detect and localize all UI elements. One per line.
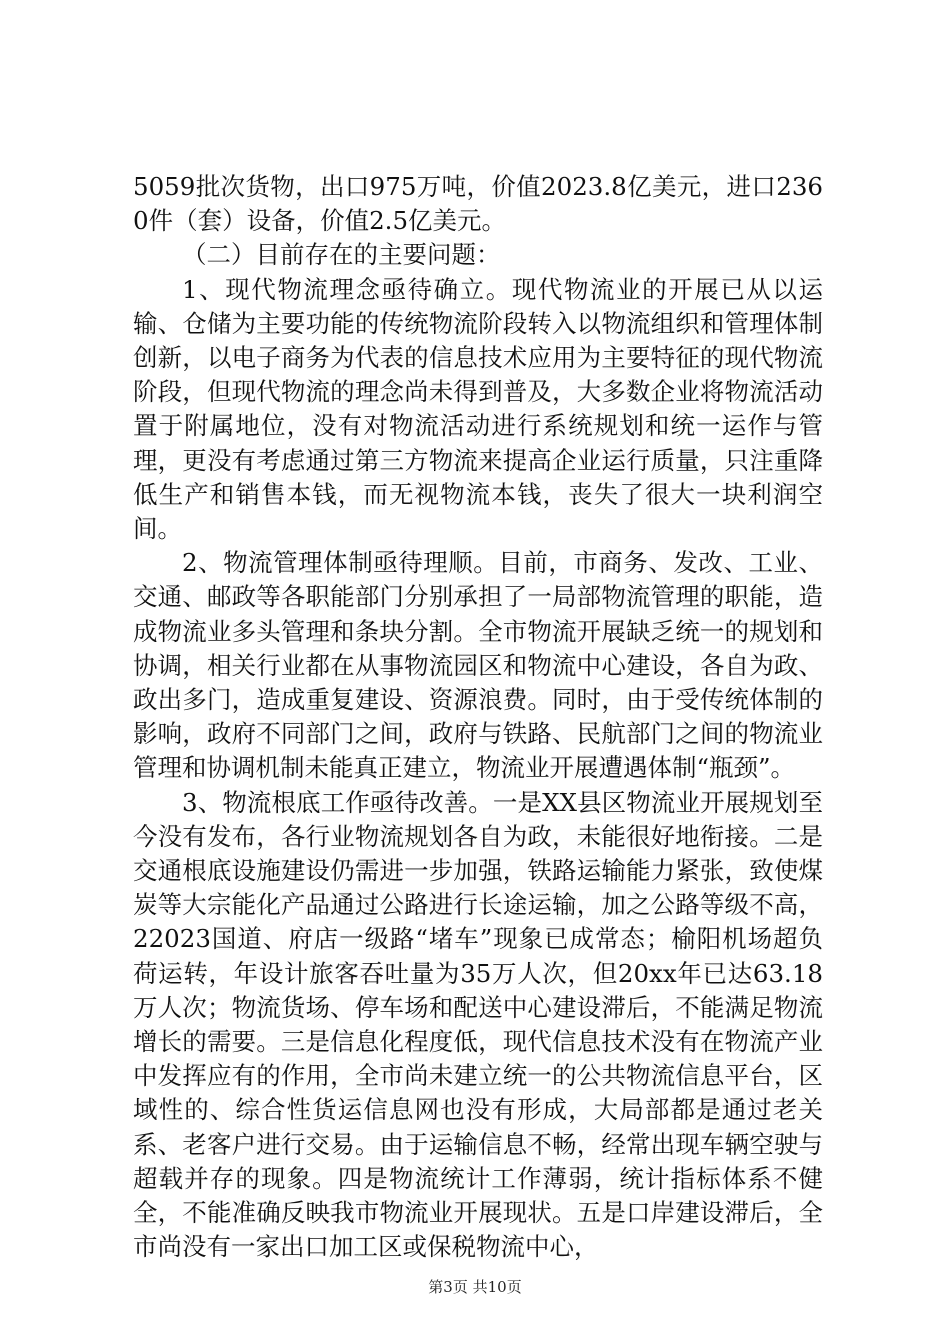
section-heading: （二）目前存在的主要问题： (182, 240, 501, 270)
paragraph-logistics-concept: 1、现代物流理念亟待确立。现代物流业的开展已从以运输、仓储为主要功能的传统物流阶段转入以物流组织和管理体制创新，以电子商务为代表的信息技术应用为主要特征的现代物流阶段，但现代物流的理念尚未得到普及，大多数企业将物流活动置于附属地位，没有对物流活动进行系统规划和统一运作与管理，更没有考虑通过第三方物流来提高企业运行质量，只注重降低生产和销售本钱，而无视物流本钱，丧失了很大一块利润空间。 (133, 274, 823, 544)
paragraph-basic-work: 3、物流根底工作亟待改善。一是XX县区物流业开展规划至今没有发布，各行业物流规划各自为政，未能很好地衔接。二是交通根底设施建设仍需进一步加强，铁路运输能力紧张，致使煤炭等大宗能化产品通过公路进行长途运输，加之公路等级不高，22023国道、府店一级路“堵车”现象已成常态；榆阳机场超负荷运转，年设计旅客吞吐量为35万人次，但20xx年已达63.18万人次；物流货场、停车场和配送中心建设滞后，不能满足物流增长的需要。三是信息化程度低，现代信息技术没有在物流产业中发挥应有的作用，全市尚未建立统一的公共物流信息平台，区域性的、综合性货运信息网也没有形成，大局部都是通过老关系、老客户进行交易。由于运输信息不畅，经常出现车辆空驶与超载并存的现象。四是物流统计工作薄弱，统计指标体系不健全，不能准确反映我市物流业开展现状。五是口岸建设滞后，全市尚没有一家出口加工区或保税物流中心， (133, 787, 823, 1262)
paragraph-continuation: 5059批次货物，出口975万吨，价值2023.8亿美元，进口2360件（套）设备，价值2.5亿美元。 (133, 172, 823, 236)
page-footer: 第3页 共10页 (428, 1278, 522, 1296)
document-body (133, 170, 823, 1265)
paragraph-management-system: 2、物流管理体制亟待理顺。目前，市商务、发改、工业、交通、邮政等各职能部门分别承担了一局部物流管理的职能，造成物流业多头管理和条块分割。全市物流开展缺乏统一的规划和协调，相关行业都在从事物流园区和物流中心建设，各自为政、政出多门，造成重复建设、资源浪费。同时，由于受传统体制的影响，政府不同部门之间，政府与铁路、民航部门之间的物流业管理和协调机制未能真正建立，物流业开展遭遇体制“瓶颈”。 (133, 548, 823, 783)
